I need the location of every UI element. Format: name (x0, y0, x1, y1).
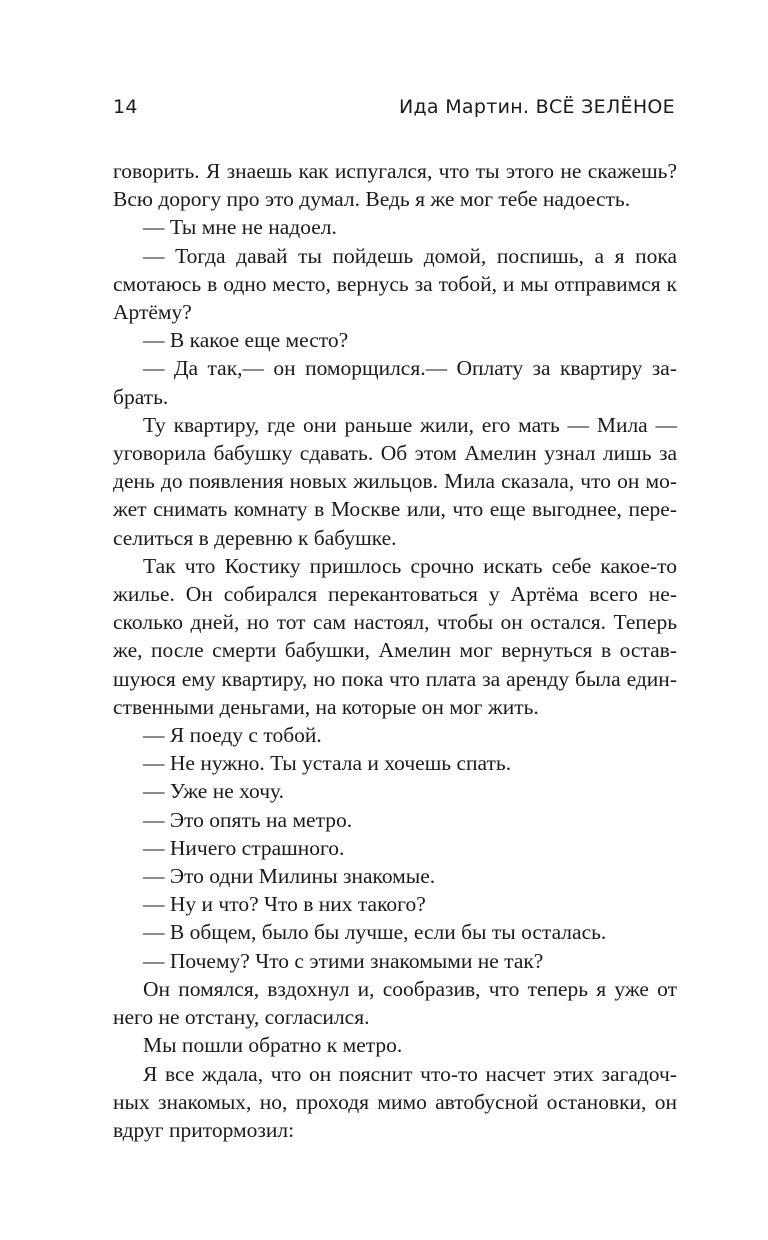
dialogue-line: — Ну и что? Что в них такого? (143, 892, 426, 917)
paragraph: Мы пошли обратно к метро. (143, 1033, 403, 1058)
dialogue-line: — Да так,— он поморщился.— Оплату за квартиру забрать. (113, 356, 677, 409)
dialogue-line: — Ничего страшного. (143, 835, 345, 860)
book-title: Ида Мартин. ВСЁ ЗЕЛЁНОЕ (398, 96, 675, 118)
dialogue-line: — Уже не хочу. (143, 779, 285, 804)
paragraph: Я все ждала, что он пояснит что-то насчет этих загадочных знакомых, но, проходя мимо автобусной остановки, он вдруг притормозил: (113, 1061, 677, 1142)
page-number: 14 (113, 96, 138, 118)
dialogue-line: — Я поеду с тобой. (143, 723, 322, 748)
dialogue-line: — Это одни Милины знакомые. (143, 864, 436, 889)
running-head (113, 96, 675, 122)
paragraph: Ту квартиру, где они раньше жили, его мать — Мила — уговорила бабушку сдавать. Об этом Амелин узнал лишь за день до появления новых жильцов. Мила сказала, что он может снимать комнату в Москве или, что еще выгоднее, переселиться в деревню к бабушке. (113, 412, 677, 550)
paragraph: Так что Костику пришлось срочно искать себе какое-то жилье. Он собирался перекантоваться у Артёма всего несколько дней, но тот сам настоял, чтобы он остался. Теперь же, после смерти бабушки, Амелин мог вернуться в оставшуюся ему квартиру, но пока что плата за аренду была единственными деньгами, на которые он мог жить. (113, 553, 677, 719)
dialogue-line: — Ты мне не надоел. (143, 215, 337, 240)
dialogue-line: — Почему? Что с этими знакомыми не так? (143, 948, 544, 973)
dialogue-line: — Это опять на метро. (143, 807, 353, 832)
dialogue-line: — В общем, было бы лучше, если бы ты осталась. (143, 920, 607, 945)
paragraph-continuation: говорить. Я знаешь как испугался, что ты этого не скажешь? Всю дорогу про это думал. Ведь я же мог тебе надоесть. (113, 159, 677, 212)
dialogue-line: — Тогда давай ты пойдешь домой, поспишь, а я пока смотаюсь в одно место, вернусь за тобой, и мы отправимся к Артёму? (113, 243, 677, 325)
body-text (113, 157, 677, 1144)
dialogue-line: — Не нужно. Ты устала и хочешь спать. (143, 751, 512, 776)
paragraph: Он помялся, вздохнул и, сообразив, что теперь я уже от него не отстану, согласился. (113, 976, 677, 1030)
dialogue-line: — В какое еще место? (143, 328, 349, 353)
